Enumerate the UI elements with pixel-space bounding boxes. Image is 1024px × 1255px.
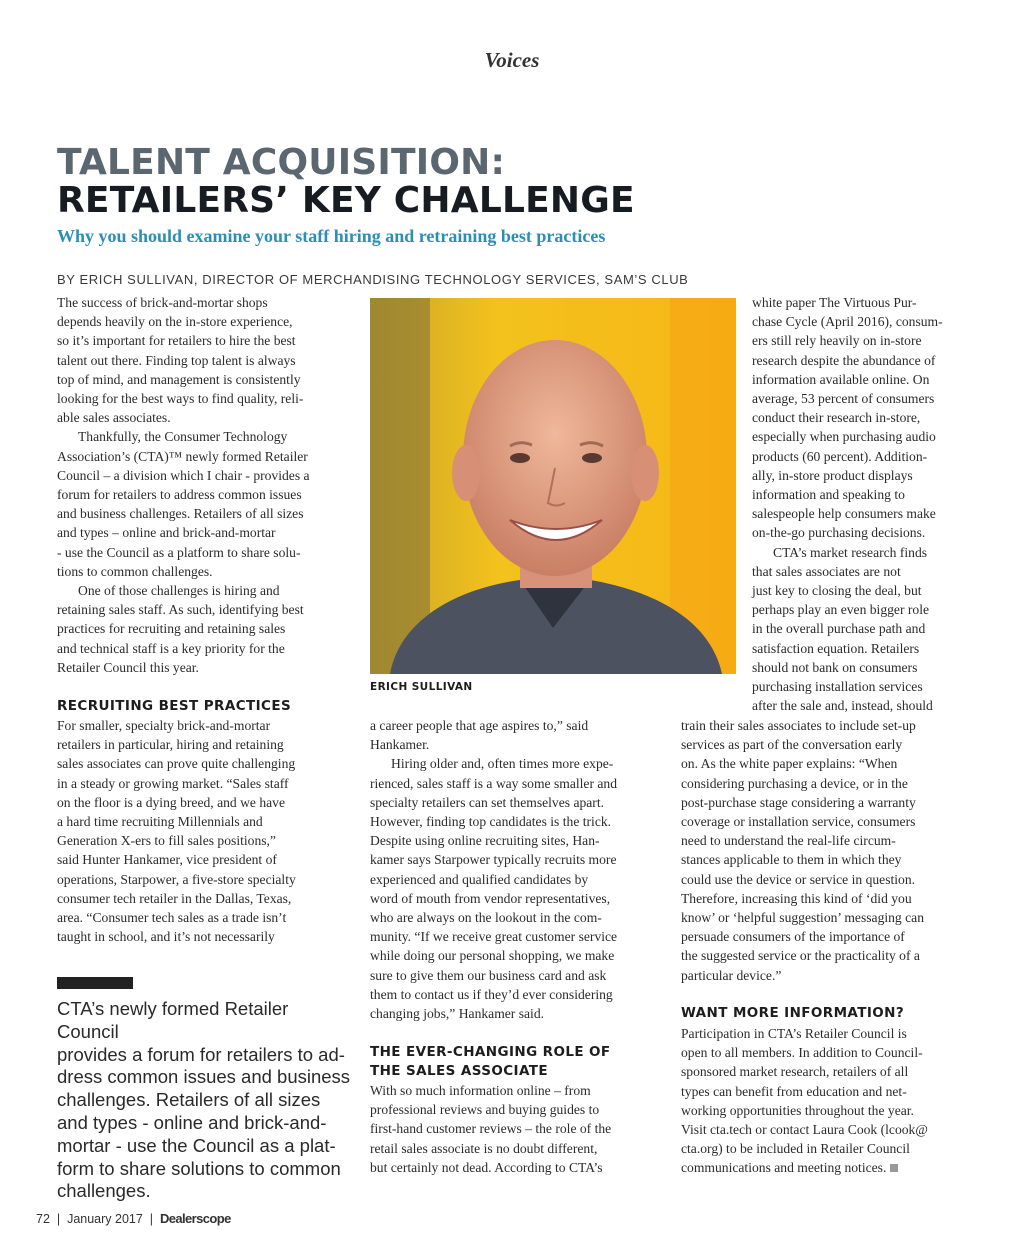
text-line: but certainly not dead. According to CTA’s	[370, 1159, 603, 1175]
text-line: taught in school, and it’s not necessarily	[57, 929, 275, 945]
heading-sales-associate-role	[370, 1043, 660, 1081]
text-line: a hard time recruiting Millennials and	[57, 814, 263, 830]
text-line: With so much information online – from	[370, 1083, 591, 1098]
text-line: dress common issues and business	[57, 1066, 351, 1088]
text-line: changing jobs,” Hankamer said.	[370, 1006, 545, 1022]
column-3-more-information	[681, 1024, 981, 1178]
pull-quote-bar	[57, 977, 133, 989]
text-line: in a steady or growing market. “Sales staff	[57, 775, 289, 791]
text-line: perhaps play an even bigger role	[752, 602, 930, 618]
text-line: Retailer Council this year.	[57, 659, 199, 675]
text-line: Despite using online recruiting sites, Han-	[370, 833, 600, 849]
text-line: products (60 percent). Addition-	[752, 448, 928, 464]
text-line: cta.org) to be included in Retailer Council	[681, 1141, 910, 1157]
text-line: challenges.	[57, 1180, 151, 1202]
paragraph	[752, 543, 982, 716]
text-line: sponsored market research, retailers of all	[681, 1064, 909, 1080]
text-line: particular device.”	[681, 967, 782, 983]
byline: BY ERICH SULLIVAN, DIRECTOR OF MERCHANDISING TECHNOLOGY SERVICES, SAM’S CLUB	[57, 272, 689, 287]
text-line: the suggested service or the practicality of a	[681, 948, 920, 964]
text-line: CTA’s market research finds	[773, 544, 928, 560]
footer-separator: |	[56, 1212, 61, 1226]
text-line: types can benefit from education and net-	[681, 1083, 907, 1099]
text-line: Council – a division which I chair - provides a	[57, 467, 310, 483]
paragraph	[57, 427, 357, 581]
text-line: especially when purchasing audio	[752, 429, 936, 445]
text-line: that sales associates are not	[752, 563, 901, 579]
text-line: rienced, sales staff is a way some smaller and	[370, 775, 617, 791]
article-title	[57, 144, 635, 220]
text-line: challenges. Retailers of all sizes	[57, 1089, 321, 1111]
heading-more-information: WANT MORE INFORMATION?	[681, 1005, 905, 1021]
text-line: Generation X-ers to fill sales positions,”	[57, 833, 276, 849]
text-line: and types - online and brick-and-	[57, 1111, 327, 1133]
text-line: tions to common challenges.	[57, 563, 213, 579]
text-line: salespeople help consumers make	[752, 506, 936, 522]
text-line: train their sales associates to include set-up	[681, 718, 916, 733]
title-line-1: TALENT ACQUISITION:	[57, 142, 506, 183]
text-line: purchasing installation services	[752, 679, 923, 695]
paragraph	[752, 293, 982, 543]
text-line: Visit cta.tech or contact Laura Cook (lcook@	[681, 1122, 928, 1138]
paragraph	[57, 581, 357, 677]
title-line-2: RETAILERS’ KEY CHALLENGE	[57, 180, 635, 221]
paragraph	[370, 716, 660, 754]
text-line: THE SALES ASSOCIATE	[370, 1063, 548, 1079]
text-line: However, finding top candidates is the trick.	[370, 814, 612, 830]
section-label: Voices	[484, 48, 540, 72]
text-line: communications and meeting notices.	[681, 1158, 981, 1177]
footer-separator: |	[149, 1212, 154, 1226]
author-photo	[370, 298, 736, 674]
text-line: The success of brick-and-mortar shops	[57, 295, 268, 310]
text-line: able sales associates.	[57, 410, 171, 426]
text-line: a career people that age aspires to,” said	[370, 718, 589, 733]
text-line: looking for the best ways to find quality, reli-	[57, 391, 304, 407]
text-line: For smaller, specialty brick-and-mortar	[57, 718, 271, 733]
text-line: top of mind, and management is consistently	[57, 371, 301, 387]
text-line: after the sale and, instead, should	[752, 698, 933, 714]
paragraph	[370, 754, 660, 1023]
column-3-training	[681, 716, 981, 985]
text-line: operations, Starpower, a five-store specialty	[57, 871, 296, 887]
text-line: information and speaking to	[752, 487, 905, 503]
page-footer	[36, 1211, 231, 1226]
text-line: who are always on the lookout in the com-	[370, 910, 602, 926]
text-line: so it’s important for retailers to hire the best	[57, 333, 296, 349]
text-line: on the floor is a dying breed, and we have	[57, 794, 286, 810]
text-line: white paper The Virtuous Pur-	[752, 295, 917, 310]
text-line: just key to closing the deal, but	[752, 583, 922, 599]
column-3-research	[752, 293, 982, 715]
text-line: area. “Consumer tech sales as a trade isn’t	[57, 910, 287, 926]
text-line: said Hunter Hankamer, vice president of	[57, 852, 277, 868]
text-line: on-the-go purchasing decisions.	[752, 525, 926, 541]
text-line: information available online. On	[752, 371, 930, 387]
text-line: word of mouth from vendor representatives,	[370, 890, 611, 906]
text-line: persuade consumers of the importance of	[681, 929, 905, 945]
issue-date: January 2017	[67, 1212, 143, 1226]
end-mark-icon	[890, 1164, 898, 1172]
text-line: chase Cycle (April 2016), consum-	[752, 314, 943, 330]
text-line: in the overall purchase path and	[752, 621, 926, 637]
text-line: - use the Council as a platform to share solu-	[57, 544, 301, 560]
pull-quote	[57, 998, 352, 1203]
text-line: THE EVER-CHANGING ROLE OF	[370, 1044, 611, 1060]
text-line: coverage or installation service, consumers	[681, 814, 916, 830]
text-line: Thankfully, the Consumer Technology	[78, 429, 288, 445]
text-line: considering purchasing a device, or in the	[681, 775, 908, 791]
text-line: need to understand the real-life circum-	[681, 833, 896, 849]
publication-logo: Dealerscope	[159, 1211, 231, 1226]
text-line: depends heavily on the in-store experience,	[57, 314, 293, 330]
text-line: One of those challenges is hiring and	[78, 583, 280, 599]
text-line: should not bank on consumers	[752, 659, 918, 675]
text-line: consumer tech retailer in the Dallas, Texas,	[57, 890, 292, 906]
text-line: average, 53 percent of consumers	[752, 391, 935, 407]
text-line: them to contact us if they’d ever considering	[370, 986, 613, 1002]
text-line: know’ or ‘helpful suggestion’ messaging can	[681, 910, 924, 926]
text-line: working opportunities throughout the year.	[681, 1102, 914, 1118]
text-line: kamer says Starpower typically recruits more	[370, 852, 617, 868]
text-line: munity. “If we receive great customer service	[370, 929, 618, 945]
heading-recruiting: RECRUITING BEST PRACTICES	[57, 698, 292, 714]
text-line: ally, in-store product displays	[752, 467, 913, 483]
text-line: Hankamer.	[370, 737, 430, 753]
text-line: forum for retailers to address common issues	[57, 487, 302, 503]
text-line: ers still rely heavily on in-store	[752, 333, 922, 349]
text-line: post-purchase stage considering a warranty	[681, 794, 916, 810]
text-line: professional reviews and buying guides to	[370, 1102, 600, 1118]
text-line: first-hand customer reviews – the role of the	[370, 1121, 612, 1137]
text-line: and business challenges. Retailers of all sizes	[57, 506, 304, 522]
text-line: talent out there. Finding top talent is always	[57, 352, 296, 368]
text-line: satisfaction equation. Retailers	[752, 640, 920, 656]
paragraph	[57, 293, 357, 427]
text-line: retaining sales staff. As such, identifying best	[57, 602, 304, 618]
text-line: conduct their research in-store,	[752, 410, 921, 426]
text-line: sure to give them our business card and ask	[370, 967, 607, 983]
text-line: retail sales associate is no doubt different,	[370, 1140, 598, 1156]
text-line: while doing our personal shopping, we make	[370, 948, 615, 964]
text-line: could use the device or service in question.	[681, 871, 916, 887]
text-line: retailers in particular, hiring and retaining	[57, 737, 284, 753]
text-line: mortar - use the Council as a plat-	[57, 1134, 336, 1156]
photo-caption: ERICH SULLIVAN	[370, 681, 473, 693]
article-subtitle: Why you should examine your staff hiring and retraining best practices	[57, 226, 606, 246]
column-1-intro	[57, 293, 357, 677]
column-2-role	[370, 1081, 660, 1177]
text-line: CTA’s newly formed Retailer Council	[57, 998, 289, 1042]
text-line: on. As the white paper explains: “When	[681, 756, 898, 772]
text-line: experienced and qualified candidates by	[370, 871, 589, 887]
text-line: open to all members. In addition to Council-	[681, 1045, 923, 1061]
text-line: Hiring older and, often times more expe-	[391, 756, 614, 772]
text-line: stances applicable to them in which they	[681, 852, 902, 868]
column-2-hiring	[370, 716, 660, 1023]
text-line: sales associates can prove quite challenging	[57, 756, 296, 772]
text-line: and technical staff is a key priority for the	[57, 640, 285, 656]
page-number: 72	[36, 1212, 50, 1226]
text-line: form to share solutions to common	[57, 1157, 341, 1179]
text-line: services as part of the conversation early	[681, 737, 903, 753]
text-line: provides a forum for retailers to ad-	[57, 1043, 345, 1065]
text-line: research despite the abundance of	[752, 352, 936, 368]
text-line: and types – online and brick-and-mortar	[57, 525, 276, 541]
column-1-recruiting	[57, 716, 357, 946]
text-line: Association’s (CTA)™ newly formed Retailer	[57, 448, 308, 464]
text-line: specialty retailers can set themselves apart.	[370, 794, 605, 810]
text-line: Participation in CTA’s Retailer Council is	[681, 1026, 907, 1041]
text-line: Therefore, increasing this kind of ‘did you	[681, 890, 912, 906]
text-line: practices for recruiting and retaining sales	[57, 621, 286, 637]
